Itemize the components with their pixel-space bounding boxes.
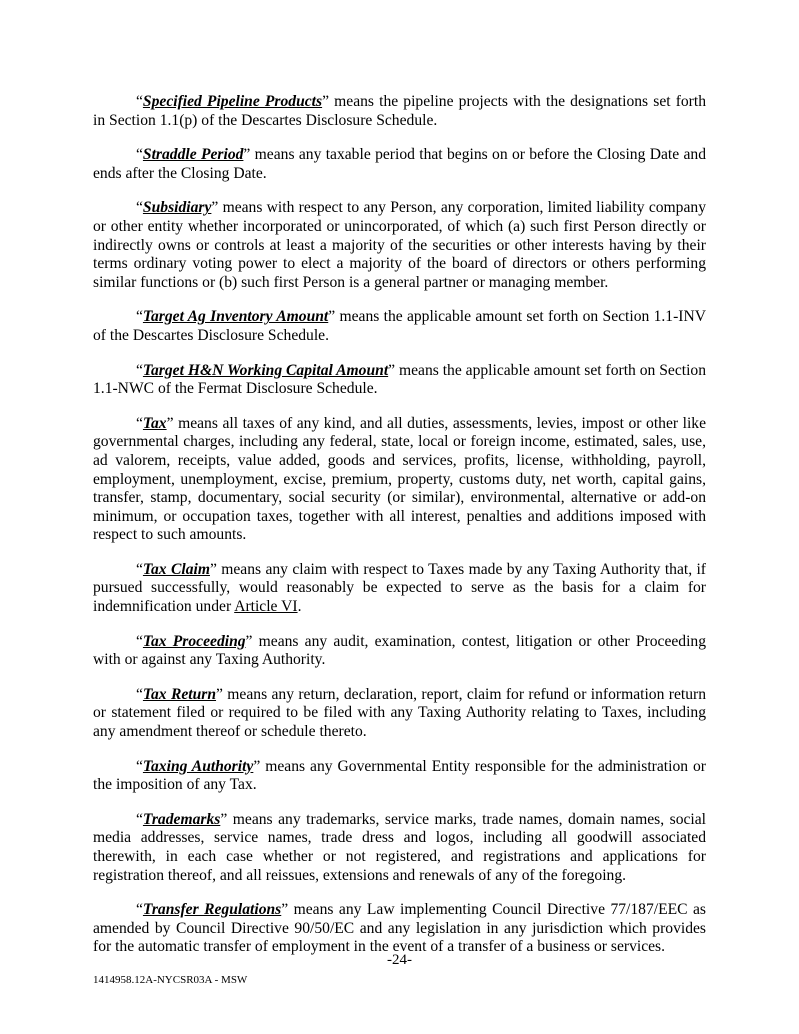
close-quote: ” — [253, 757, 261, 775]
defined-term: Tax — [142, 414, 167, 432]
definition-text-segment: means the applicable amount set forth on Section 1.1-NWC of the Fermat Disclosure Schedule. — [93, 361, 707, 398]
open-quote: “ — [136, 560, 143, 578]
document-control-number: 1414958.12A-NYCSR03A - MSW — [93, 974, 248, 986]
close-quote: ” — [209, 560, 217, 578]
close-quote: ” — [211, 199, 219, 217]
close-quote: ” — [281, 901, 289, 919]
definition-paragraph — [93, 415, 706, 545]
close-quote: ” — [220, 810, 228, 828]
defined-term: Taxing Authority — [142, 757, 254, 775]
open-quote: “ — [136, 810, 143, 828]
definition-paragraph — [93, 308, 706, 345]
definition-paragraph — [93, 199, 706, 292]
definition-text-segment: means any taxable period that begins on or before the Closing Date and ends after the Closing Date. — [93, 146, 706, 182]
open-quote: “ — [136, 685, 143, 703]
open-quote: “ — [136, 632, 143, 650]
open-quote: “ — [136, 414, 143, 432]
close-quote: ” — [245, 632, 253, 650]
definition-paragraph — [93, 93, 706, 130]
document-body — [93, 93, 706, 973]
definition-text-segment: means all taxes of any kind, and all duties, assessments, levies, impost or other like governmental charges, including any federal, state, local or foreign income, estimated, sales, use, ad valorem, receipts, value added, goods and services, profits, license, withholding, payroll, employment, unemployment, excise, premium, property, customs duty, net worth, capital gains, transfer, stamp, documentary, social security (or similar), environmental, alternative or add-on minimum, or occupation taxes, together with all interest, penalties and additions imposed with respect to such amounts. — [93, 414, 706, 544]
defined-term: Subsidiary — [142, 199, 212, 217]
definition-paragraph — [93, 561, 706, 617]
close-quote: ” — [243, 146, 251, 164]
defined-term: Target H&N Working Capital Amount — [142, 361, 389, 379]
open-quote: “ — [136, 308, 143, 326]
definition-paragraph — [93, 686, 706, 742]
defined-term: Tax Claim — [142, 560, 210, 578]
definition-text — [93, 415, 706, 544]
definition-text-segment: means any claim with respect to Taxes made by any Taxing Authority that, if pursued successfully, would reasonably be expected to serve as the basis for a claim for indemnification under — [93, 560, 707, 616]
open-quote: “ — [136, 93, 143, 110]
definition-text-segment: means the applicable amount set forth on Section 1.1-INV of the Descartes Disclosure Schedule. — [93, 308, 706, 344]
close-quote: ” — [166, 414, 174, 432]
defined-term: Trademarks — [142, 810, 221, 828]
close-quote: ” — [216, 685, 223, 703]
definition-paragraph — [93, 758, 706, 795]
open-quote: “ — [136, 901, 143, 919]
definition-text-segment: means any return, declaration, report, claim for refund or information return or statement filed or required to be filed with any Taxing Authority relating to Taxes, including any amendment thereof or schedule thereto. — [93, 685, 706, 741]
definition-text-segment: means any Governmental Entity responsible for the administration or the imposition of any Tax. — [93, 757, 706, 794]
definition-text-segment: means any trademarks, service marks, trade names, domain names, social media addresses, service names, trade dress and logos, including all goodwill associated therewith, in each case whether or not registered, and registrations and applications for registration thereof, and all reissues, extensions and renewals of any of the foregoing. — [93, 810, 706, 884]
definition-text-segment: means any audit, examination, contest, litigation or other Proceeding with or against any Taxing Authority. — [93, 632, 707, 669]
defined-term: Tax Return — [142, 685, 217, 703]
open-quote: “ — [136, 757, 143, 775]
defined-term: Target Ag Inventory Amount — [142, 308, 329, 326]
close-quote: ” — [328, 308, 336, 326]
defined-term: Tax Proceeding — [142, 632, 246, 650]
definition-paragraph — [93, 811, 706, 885]
page-number: -24- — [387, 952, 412, 968]
close-quote: ” — [388, 361, 396, 379]
definition-paragraph — [93, 633, 706, 670]
definition-paragraph — [93, 362, 706, 399]
open-quote: “ — [136, 146, 143, 164]
cross-reference: Article VI — [234, 598, 298, 616]
definition-text-segment: means with respect to any Person, any corporation, limited liability company or other entity whether incorporated or unincorporated, of which (a) such first Person directly or indirectly owns or controls at least a majority of the securities or other interests having by their terms ordinary voting power to elect a majority of the board of directors or others performing similar functions or (b) such first Person is a general partner or managing member. — [93, 199, 706, 291]
definition-text-segment: . — [297, 598, 302, 616]
definition-paragraph — [93, 146, 706, 183]
definition-text-segment: means any Law implementing Council Directive 77/187/EEC as amended by Council Directive 90/50/EC and any legislation in any jurisdiction which provides for the automatic transfer of employment in the event of a transfer of a business or services. — [93, 901, 706, 956]
defined-term: Transfer Regulations — [142, 901, 282, 919]
defined-term: Straddle Period — [142, 146, 244, 164]
definition-paragraph — [93, 901, 706, 957]
open-quote: “ — [136, 361, 143, 379]
open-quote: “ — [136, 199, 143, 217]
close-quote: ” — [322, 93, 330, 110]
definition-text-segment: means the pipeline projects with the designations set forth in Section 1.1(p) of the Descartes Disclosure Schedule. — [93, 93, 707, 129]
defined-term: Specified Pipeline Products — [142, 93, 323, 110]
